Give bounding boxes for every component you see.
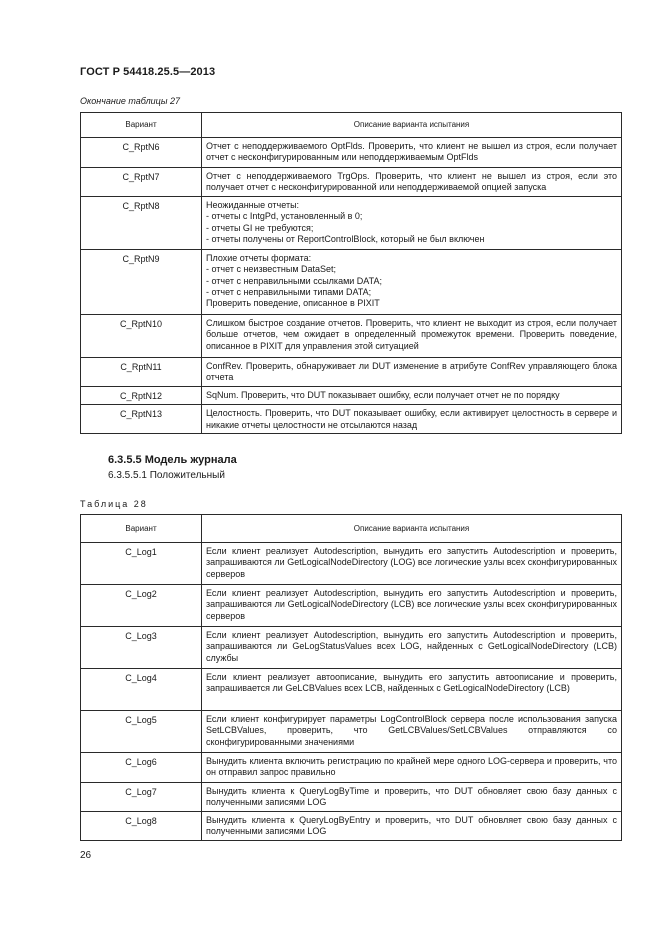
table-row (81, 250, 622, 315)
description-line: - отчет с неизвестным DataSet; (206, 264, 337, 275)
variant-cell: C_Log5 (81, 711, 202, 753)
description-cell: SqNum. Проверить, что DUT показывает ошибку, если получает отчет не по порядку (202, 387, 622, 405)
variant-cell: C_Log8 (81, 812, 202, 841)
description-line: Проверить поведение, описанное в PIXIT (206, 298, 380, 308)
variant-cell: C_RptN9 (81, 250, 202, 315)
column-header-variant: Вариант (81, 113, 202, 138)
table-27 (80, 112, 622, 434)
document-header: ГОСТ Р 54418.25.5—2013 (80, 66, 216, 78)
description-cell: Если клиент реализует Autodescription, вынудить его запустить Autodescription и проверить, запрашиваются ли GetLogicalNodeDirectory (LOG) все логические узлы всех сконфигурированных серверов (202, 543, 622, 585)
column-header-description: Описание варианта испытания (202, 113, 622, 138)
table-row (81, 168, 622, 197)
variant-cell: C_Log4 (81, 669, 202, 711)
column-header-description: Описание варианта испытания (202, 515, 622, 543)
variant-cell: C_Log6 (81, 753, 202, 783)
description-line: - отчеты GI не требуются; (206, 222, 314, 233)
variant-cell: C_RptN7 (81, 168, 202, 197)
description-line: Плохие отчеты формата: (206, 253, 312, 263)
section-heading: 6.3.5.5 Модель журнала (108, 454, 237, 466)
description-line: - отчеты получены от ReportControlBlock, который не был включен (206, 233, 485, 244)
variant-cell: C_Log7 (81, 783, 202, 812)
subsection-heading: 6.3.5.5.1 Положительный (108, 470, 225, 481)
table-row (81, 358, 622, 387)
description-cell (202, 250, 622, 315)
description-cell: Если клиент реализует Autodescription, вынудить его запустить Autodescription и проверить, запрашиваются ли GeLogStatusValues всех LOG, найденных с GetLogicalNodeDirectory (LCB) службы (202, 627, 622, 669)
description-cell: Вынудить клиента к QueryLogByEntry и проверить, что DUT обновляет свою базу данных с полученными записями LOG (202, 812, 622, 841)
description-line: - отчет с неправильными ссылками DATA; (206, 275, 382, 286)
description-cell: Если клиент реализует автоописание, вынудить его запустить автоописание и проверить, запрашивается ли GeLCBValues всех LCB, найденных с GetLogicalNodeDirectory (LCB) (202, 669, 622, 711)
variant-cell: C_RptN10 (81, 315, 202, 358)
table-row (81, 387, 622, 405)
description-cell: Вынудить клиента включить регистрацию по крайней мере одного LOG-сервера и проверить, что он отправил запрос правильно (202, 753, 622, 783)
description-cell: Если клиент реализует Autodescription, вынудить его запустить Autodescription и проверить, запрашиваются ли GetLogicalNodeDirectory (LCB) все логические узлы всех сконфигурированных серверов (202, 585, 622, 627)
table-row (81, 783, 622, 812)
description-cell: Слишком быстрое создание отчетов. Проверить, что клиент не выходит из строя, если получает больше отчетов, чем ожидает в определенный промежуток времени. Проверить поведение, описанное в PIXIT для управления этой ситуацией (202, 315, 622, 358)
description-cell: ConfRev. Проверить, обнаруживает ли DUT изменение в атрибуте ConfRev управляющего блока отчета (202, 358, 622, 387)
table-row (81, 812, 622, 841)
variant-cell: C_RptN11 (81, 358, 202, 387)
description-cell: Отчет с неподдерживаемого OptFlds. Проверить, что клиент не вышел из строя, если получает отчет с несконфигурированным или неподдерживаемым OptFlds (202, 138, 622, 168)
table-row (81, 753, 622, 783)
table-row (81, 315, 622, 358)
variant-cell: C_RptN13 (81, 405, 202, 434)
description-cell: Отчет с неподдерживаемого TrgOps. Проверить, что клиент не вышел из строя, если это получает отчет с несконфигурированной или неподдерживаемой опцией запуска (202, 168, 622, 197)
description-line: - отчеты с IntgPd, установленный в 0; (206, 211, 363, 222)
table-row (81, 669, 622, 711)
page-number: 26 (80, 850, 92, 861)
variant-cell: C_Log3 (81, 627, 202, 669)
column-header-variant: Вариант (81, 515, 202, 543)
table-28 (80, 514, 622, 841)
description-cell: Вынудить клиента к QueryLogByTime и проверить, что DUT обновляет свою базу данных с полученными записями LOG (202, 783, 622, 812)
table-row (81, 197, 622, 250)
description-line: - отчет с неправильными типами DATA; (206, 286, 372, 297)
table-27-caption: Окончание таблицы 27 (80, 96, 180, 106)
description-cell: Целостность. Проверить, что DUT показывает ошибку, если активирует целостность в сервере и никакие отчеты целостности не отсылаются назад (202, 405, 622, 434)
variant-cell: C_RptN8 (81, 197, 202, 250)
variant-cell: C_Log2 (81, 585, 202, 627)
description-cell (202, 197, 622, 250)
variant-cell: C_Log1 (81, 543, 202, 585)
table-row (81, 405, 622, 434)
table-row (81, 627, 622, 669)
table-row (81, 543, 622, 585)
table-row (81, 138, 622, 168)
variant-cell: C_RptN12 (81, 387, 202, 405)
description-line: Неожиданные отчеты: (206, 200, 300, 210)
table-row (81, 711, 622, 753)
table-28-caption: Таблица 28 (80, 499, 148, 509)
table-row (81, 585, 622, 627)
description-cell: Если клиент конфигурирует параметры LogControlBlock сервера после использования запуска SetLCBValues, проверить, что GetLCBValues/SetLCBValues отправляются со сконфигурированными значениями (202, 711, 622, 753)
variant-cell: C_RptN6 (81, 138, 202, 168)
